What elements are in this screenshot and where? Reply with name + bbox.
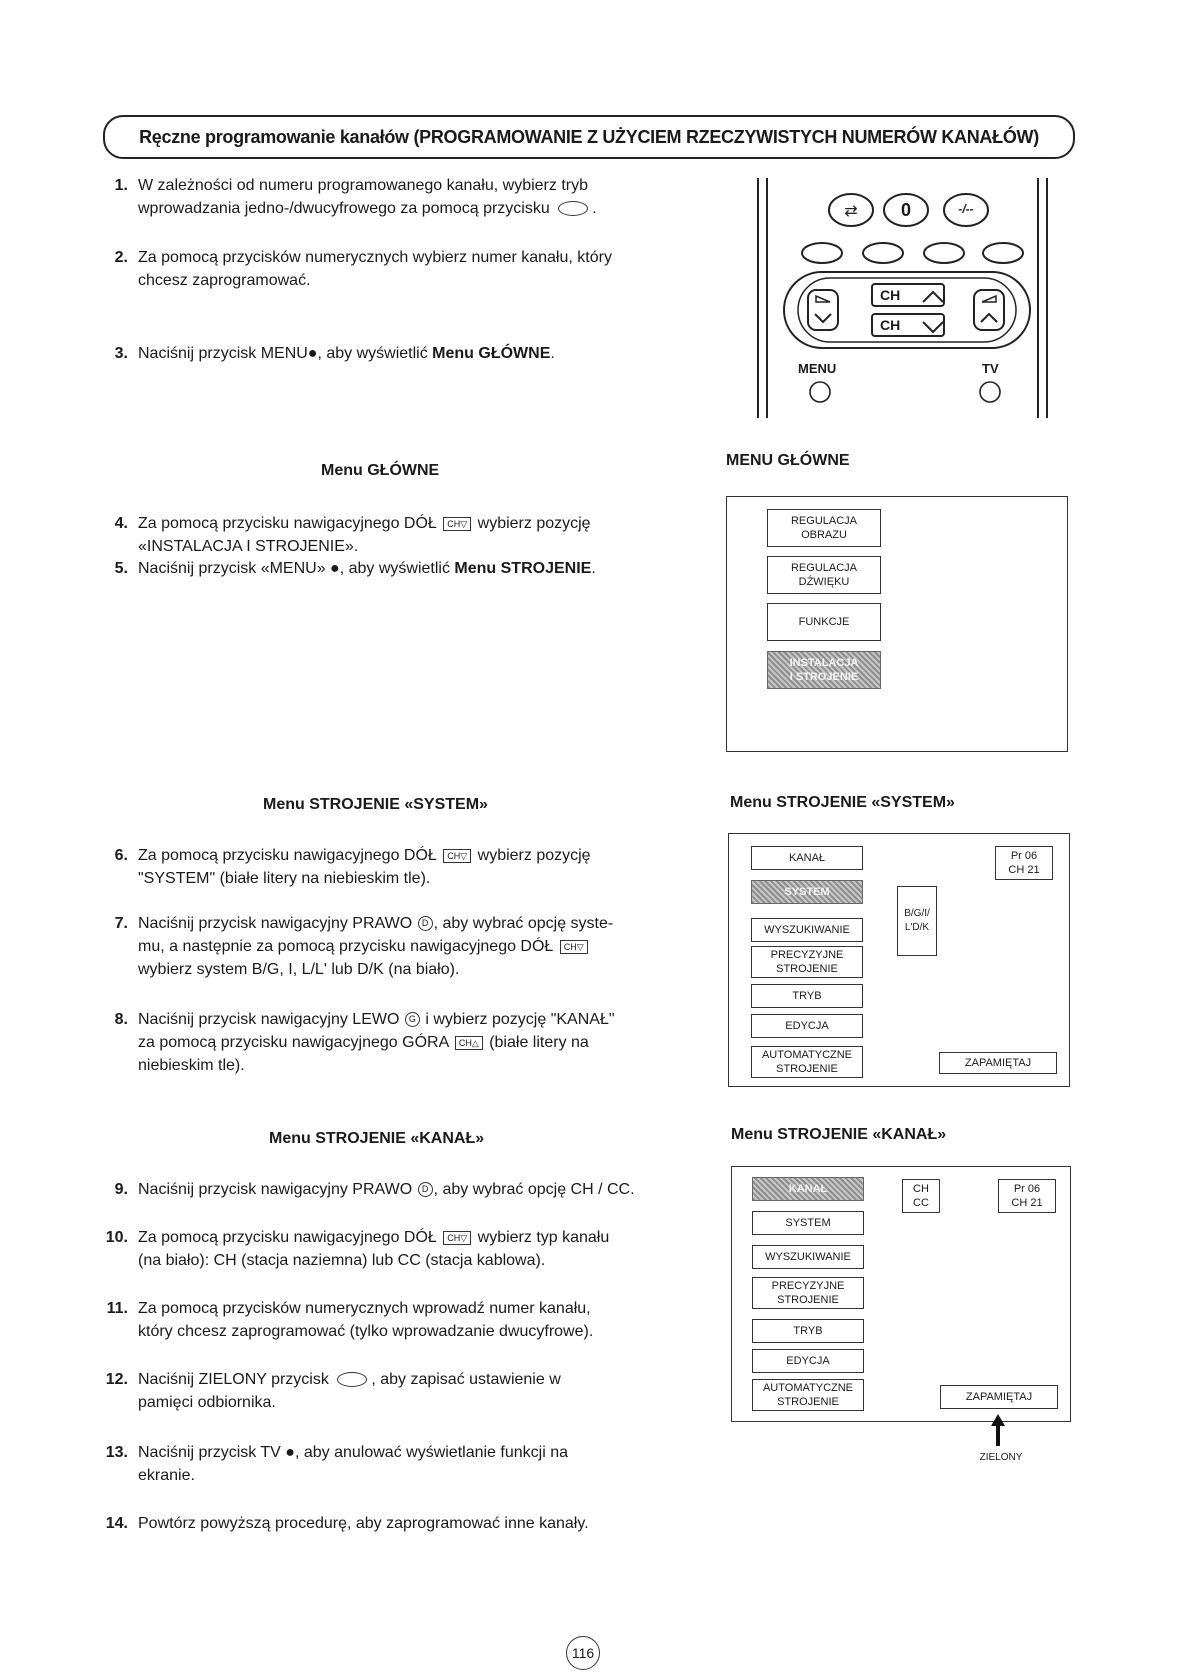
step-12 [100,1368,680,1418]
step-number: 9. [114,1181,128,1198]
step-text: Naciśnij przycisk nawigacyjny PRAWO [138,915,413,932]
menu-item[interactable]: TRYB [751,984,863,1008]
menu-item[interactable]: AUTOMATYCZNE STROJENIE [752,1379,864,1411]
svg-text:⇄: ⇄ [844,201,858,220]
step-text: ekranie. [138,1467,195,1484]
menu-item[interactable]: SYSTEM [752,1211,864,1235]
left-arrow-icon: G [405,1012,420,1027]
menu-item-selected[interactable]: KANAŁ [752,1177,864,1201]
step-text: . [550,345,555,362]
step-text: . [591,560,596,577]
program-info-box: Pr 06 CH 21 [998,1179,1056,1213]
tuning-system-screen [728,833,1070,1087]
program-info-box: Pr 06 CH 21 [995,846,1053,880]
step-text: Naciśnij przycisk TV ●, aby anulować wyświetlanie funkcji na [138,1444,568,1461]
remote-illustration [752,178,1062,418]
step-text: wybierz typ kanału [477,1229,610,1246]
step-text: pamięci odbiornika. [138,1394,276,1411]
menu-button-label: MENU [798,361,837,376]
step-text: Naciśnij przycisk nawigacyjny PRAWO [138,1181,413,1198]
step-number: 10. [105,1229,128,1246]
ch-down-icon: CH▽ [443,849,471,863]
section-heading: Menu STROJENIE «KANAŁ» [731,1126,947,1143]
save-button[interactable]: ZAPAMIĘTAJ [939,1052,1057,1074]
step-text: który chcesz zaprogramować (tylko wprowadzanie dwucyfrowe). [138,1323,594,1340]
menu-item[interactable]: EDYCJA [752,1349,864,1373]
ch-up-icon: CH△ [455,1036,483,1050]
menu-item[interactable]: REGULACJA DŹWIĘKU [767,556,881,594]
step-text: , aby wybrać opcję syste- [433,915,614,932]
step-text: , aby wybrać opcję CH / CC. [433,1181,635,1198]
step-9 [100,1178,680,1203]
step-text: Za pomocą przycisku nawigacyjnego DÓŁ [138,1229,437,1246]
step-3 [100,342,680,367]
tv-button-label: TV [982,361,999,376]
step-number: 7. [114,915,128,932]
step-text: chcesz zaprogramować. [138,272,311,289]
step-number: 1. [114,177,128,194]
step-text: i wybierz pozycję "KANAŁ" [425,1011,615,1028]
step-text: Za pomocą przycisku nawigacyjnego DÓŁ [138,847,437,864]
step-text: W zależności od numeru programowanego kanału, wybierz tryb [138,177,588,194]
step-8 [100,1008,680,1080]
step-number: 12. [105,1371,128,1388]
step-text: mu, a następnie za pomocą przycisku nawigacyjnego DÓŁ [138,938,554,955]
step-number: 2. [114,249,128,266]
menu-item[interactable]: FUNKCJE [767,603,881,641]
save-button[interactable]: ZAPAMIĘTAJ [940,1385,1058,1409]
system-options-box[interactable]: B/G/I/ L'D/K [897,886,937,956]
ch-down-icon: CH▽ [443,1231,471,1245]
section-heading: MENU GŁÓWNE [726,452,850,469]
tuning-channel-screen [731,1166,1071,1422]
menu-item[interactable]: REGULACJA OBRAZU [767,509,881,547]
step-text: Powtórz powyższą procedurę, aby zaprogramować inne kanały. [138,1515,589,1532]
pointer-arrow-icon [990,1414,1006,1446]
step-text: Za pomocą przycisków numerycznych wprowadź numer kanału, [138,1300,591,1317]
step-number: 4. [114,515,128,532]
zero-button-label: 0 [900,200,911,220]
digit-mode-button-icon [558,201,588,216]
step-6 [100,844,680,894]
menu-item[interactable]: AUTOMATYCZNE STROJENIE [751,1046,863,1078]
right-arrow-icon: D [418,916,433,931]
step-text: Za pomocą przycisków numerycznych wybierz numer kanału, który [138,249,612,266]
step-13 [100,1441,680,1491]
section-heading: Menu STROJENIE «SYSTEM» [730,794,955,811]
step-14 [100,1512,680,1537]
step-text: Naciśnij przycisk nawigacyjny LEWO [138,1011,400,1028]
menu-item[interactable]: KANAŁ [751,846,863,870]
section-heading: Menu GŁÓWNE [321,462,440,479]
step-text: wybierz pozycję [477,847,591,864]
section-heading: Menu STROJENIE «SYSTEM» [263,796,488,813]
menu-item[interactable]: PRECYZYJNE STROJENIE [752,1277,864,1309]
ch-down-label: CH [880,317,901,333]
step-text: (na biało): CH (stacja naziemna) lub CC (stacja kablowa). [138,1252,546,1269]
step-number: 5. [114,560,128,577]
menu-item[interactable]: WYSZUKIWANIE [751,918,863,942]
step-7 [100,912,680,984]
step-text: Naciśnij przycisk «MENU» ●, aby wyświetlić [138,560,455,577]
step-number: 3. [114,345,128,362]
step-1: 1. W zależności od numeru programowanego kanału, wybierz tryb wprowadzania jedno-/dwucyfrowego za pomocą przycisku . [100,174,680,224]
menu-item[interactable]: EDYCJA [751,1014,863,1038]
step-text: Za pomocą przycisku nawigacyjnego DÓŁ [138,515,437,532]
step-text: «INSTALACJA I STROJENIE». [138,538,359,555]
menu-item-selected[interactable]: INSTALACJA I STROJENIE [767,651,881,689]
step-text: za pomocą przycisku nawigacyjnego GÓRA [138,1034,449,1051]
step-number: 14. [105,1515,128,1532]
step-number: 8. [114,1011,128,1028]
step-text: wybierz pozycję [477,515,591,532]
step-text: wybierz system B/G, I, L/L' lub D/K (na biało). [138,961,460,978]
step-text: , aby zapisać ustawienie w [371,1371,561,1388]
step-2 [100,246,680,296]
green-button-label: ZIELONY [979,1452,1023,1463]
section-heading: Menu STROJENIE «KANAŁ» [269,1130,485,1147]
ch-down-icon: CH▽ [443,517,471,531]
ch-cc-box[interactable]: CH CC [902,1179,940,1213]
step-10 [100,1226,680,1276]
step-5 [100,557,680,582]
step-4 [100,512,680,562]
step-text: (białe litery na [489,1034,589,1051]
menu-item[interactable]: WYSZUKIWANIE [752,1245,864,1269]
step-11 [100,1297,680,1347]
digits-button-label: -/-- [958,202,974,216]
main-menu-screen [726,496,1068,752]
step-number: 6. [114,847,128,864]
page-title: Ręczne programowanie kanałów (PROGRAMOWANIE Z UŻYCIEM RZECZYWISTYCH NUMERÓW KANAŁÓW) [103,115,1075,159]
green-button-icon [337,1372,367,1387]
step-text: wprowadzania jedno-/dwucyfrowego za pomocą przycisku [138,200,550,217]
menu-item[interactable]: TRYB [752,1319,864,1343]
step-bold: Menu GŁÓWNE [432,345,551,362]
menu-item-selected[interactable]: SYSTEM [751,880,863,904]
ch-down-icon: CH▽ [560,940,588,954]
page-number: 116 [566,1636,600,1670]
step-text: Naciśnij ZIELONY przycisk [138,1371,329,1388]
step-bold: Menu STROJENIE [454,560,592,577]
step-text: Naciśnij przycisk MENU●, aby wyświetlić [138,345,433,362]
menu-item[interactable]: PRECYZYJNE STROJENIE [751,946,863,978]
step-text: niebieskim tle). [138,1057,245,1074]
ch-up-label: CH [880,287,901,303]
step-number: 11. [106,1300,128,1317]
step-text: "SYSTEM" (białe litery na niebieskim tle). [138,870,431,887]
step-number: 13. [105,1444,128,1461]
right-arrow-icon: D [418,1182,433,1197]
